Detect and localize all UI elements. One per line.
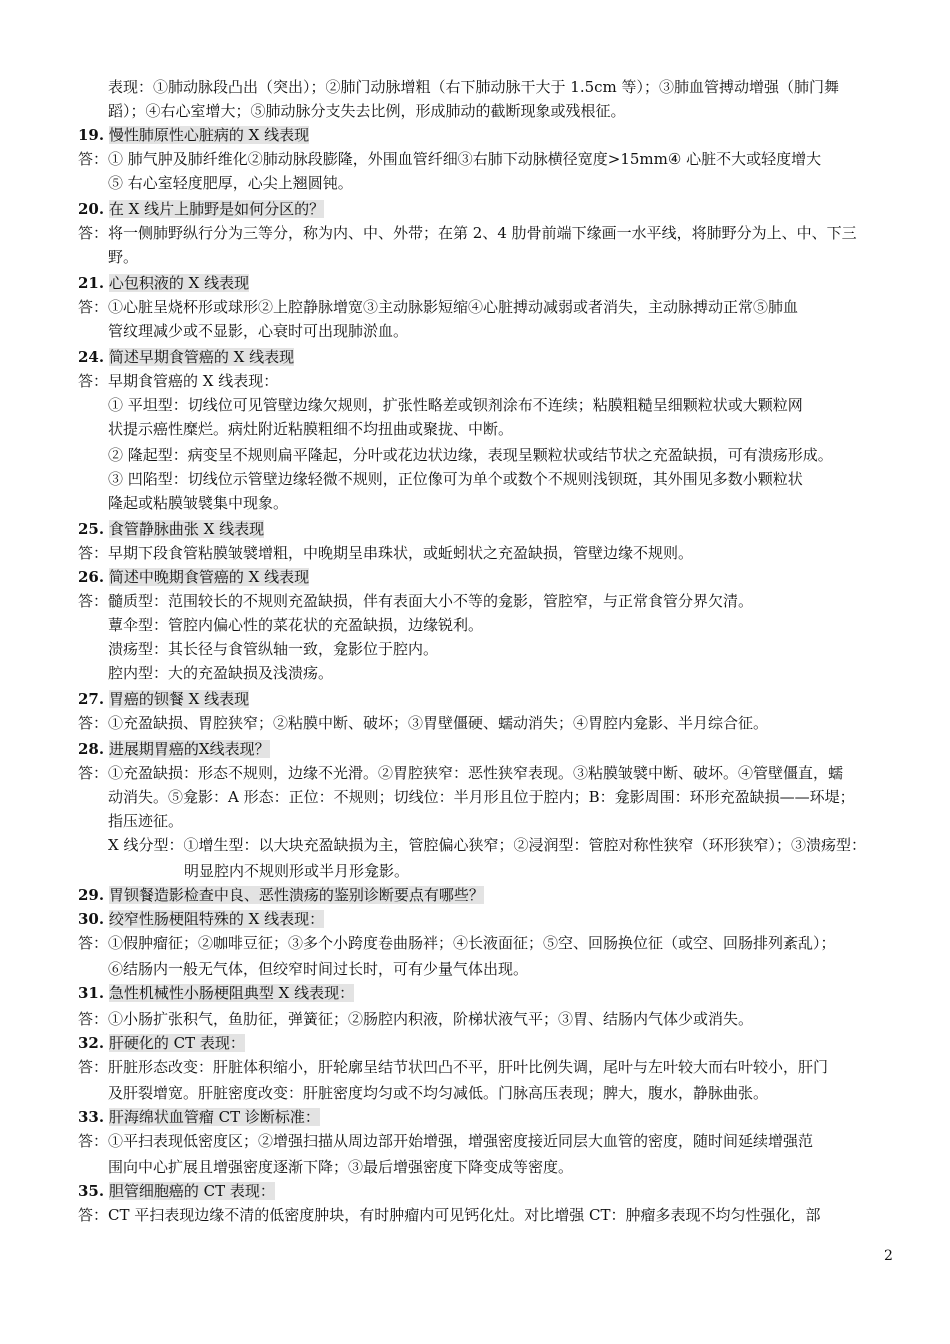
text-line: 答：CT 平扫表现边缘不清的低密度肿块，有时肿瘤内可见钙化灶。对比增强 CT：肿瘤多表现不均匀性强化，部 [78,1206,821,1224]
question-heading [78,198,324,220]
question-title: 进展期胃癌的X线表现？ [108,740,270,758]
text-line: 答：①假肿瘤征；②咖啡豆征；③多个小跨度卷曲肠袢；④长液面征；⑤空、回肠换位征（或空、回肠排列紊乱）； [78,934,836,952]
question-heading [78,982,354,1004]
question-title: 胃钡餐造影检查中良、恶性溃疡的鉴别诊断要点有哪些？ [108,886,484,904]
question-title: 肝硬化的 CT 表现： [108,1034,245,1052]
question-number: 24. [78,348,105,366]
text-line: 答：早期食管癌的 X 线表现： [78,372,279,390]
question-number: 28. [78,740,105,758]
question-heading [78,1180,275,1202]
text-line: 答：① 肺气肿及肺纤维化②肺动脉段膨隆，外围血管纤细③右肺下动脉横径宽度>15mm④ 心脏不大或轻度增大 [78,150,822,168]
question-heading [78,738,270,760]
question-heading [78,884,484,906]
question-heading [78,346,294,368]
question-number: 19. [78,126,105,144]
question-number: 20. [78,200,105,218]
question-title: 慢性肺原性心脏病的 X 线表现 [108,126,310,144]
question-title: 肝海绵状血管瘤 CT 诊断标准： [108,1108,320,1126]
text-line: 答：①充盈缺损：形态不规则，边缘不光滑。②胃腔狭窄：恶性狭窄表现。③粘膜皱襞中断、破坏。④管壁僵直，蠕 [78,764,844,782]
question-heading [78,688,249,710]
question-heading [78,124,309,146]
question-title: 在 X 线片上肺野是如何分区的？ [108,200,325,218]
text-line: 表现：①肺动脉段凸出（突出）；②肺门动脉增粗（右下肺动脉干大于 1.5cm 等）；③肺血管搏动增强（肺门舞 [108,78,840,96]
text-line: 答：①平扫表现低密度区；②增强扫描从周边部开始增强，增强密度接近同层大血管的密度，随时间延续增强范 [78,1132,814,1150]
question-number: 35. [78,1182,105,1200]
text-line: 答：髓质型：范围较长的不规则充盈缺损，伴有表面大小不等的龛影，管腔窄，与正常食管分界欠清。 [78,592,754,610]
text-line: ① 平坦型：切线位可见管壁边缘欠规则，扩张性略差或钡剂涂布不连续；粘膜粗糙呈细颗粒状或大颗粒网 [108,396,803,414]
question-number: 33. [78,1108,105,1126]
question-title: 简述早期食管癌的 X 线表现 [108,348,295,366]
text-line: 答：肝脏形态改变：肝脏体积缩小，肝轮廓呈结节状凹凸不平，肝叶比例失调，尾叶与左叶较大而右叶较小，肝门 [78,1058,829,1076]
text-line: ② 隆起型：病变呈不规则扁平隆起，分叶或花边状边缘，表现呈颗粒状或结节状之充盈缺损，可有溃疡形成。 [108,446,833,464]
question-title: 急性机械性小肠梗阻典型 X 线表现： [108,984,355,1002]
text-line: 动消失。⑤龛影：A 形态：正位：不规则；切线位：半月形且位于腔内；B：龛影周围：环形充盈缺损——环堤； [108,788,855,806]
question-heading [78,566,309,588]
question-number: 31. [78,984,105,1002]
question-heading [78,272,249,294]
question-heading [78,908,324,930]
text-line: ⑥结肠内一般无气体，但绞窄时间过长时，可有少量气体出现。 [108,960,529,978]
question-number: 21. [78,274,105,292]
question-number: 27. [78,690,105,708]
page-number: 2 [884,1248,893,1264]
question-title: 胃癌的钡餐 X 线表现 [108,690,250,708]
text-line: 隆起或粘膜皱襞集中现象。 [108,494,289,512]
text-line: 蹈）；④右心室增大；⑤肺动脉分支失去比例，形成肺动的截断现象或残根征。 [108,102,626,120]
question-number: 25. [78,520,105,538]
text-line: 指压迹征。 [108,812,184,830]
text-line: ③ 凹陷型：切线位示管壁边缘轻微不规则，正位像可为单个或数个不规则浅钡斑，其外围见多数小颗粒状 [108,470,803,488]
text-line: 及肝裂增宽。肝脏密度改变：肝脏密度均匀或不均匀减低。门脉高压表现；脾大，腹水，静脉曲张。 [108,1084,769,1102]
question-number: 29. [78,886,105,904]
text-line: 答：①心脏呈烧杯形或球形②上腔静脉增宽③主动脉影短缩④心脏搏动减弱或者消失，主动脉搏动正常⑤肺血 [78,298,799,316]
question-title: 简述中晚期食管癌的 X 线表现 [108,568,310,586]
question-number: 26. [78,568,105,586]
text-line: 野。 [108,248,139,266]
question-heading [78,1032,245,1054]
text-line: 蕈伞型：管腔内偏心性的菜花状的充盈缺损，边缘锐利。 [108,616,484,634]
text-line: 答：将一侧肺野纵行分为三等分，称为内、中、外带；在第 2、4 肋骨前端下缘画一水平线，将肺野分为上、中、下三 [78,224,857,242]
text-line: 腔内型：大的充盈缺损及浅溃疡。 [108,664,334,682]
question-heading [78,518,264,540]
text-line: X 线分型：①增生型：以大块充盈缺损为主，管腔偏心狭窄；②浸润型：管腔对称性狭窄（环形狭窄）；③溃疡型： [108,836,866,854]
text-line: 状提示癌性糜烂。病灶附近粘膜粗细不均扭曲或聚拢、中断。 [108,420,514,438]
text-line: 答：①小肠扩张积气，鱼肋征，弹簧征；②肠腔内积液，阶梯状液气平；③胃、结肠内气体少或消失。 [78,1010,754,1028]
question-title: 胆管细胞癌的 CT 表现： [108,1182,275,1200]
question-title: 绞窄性肠梗阻特殊的 X 线表现： [108,910,325,928]
question-title: 食管静脉曲张 X 线表现 [108,520,265,538]
question-number: 30. [78,910,105,928]
text-line: ⑤ 右心室轻度肥厚，心尖上翘圆钝。 [108,174,353,192]
text-line: 溃疡型：其长径与食管纵轴一致，龛影位于腔内。 [108,640,439,658]
text-line: 围向中心扩展且增强密度逐渐下降；③最后增强密度下降变成等密度。 [108,1158,574,1176]
question-title: 心包积液的 X 线表现 [108,274,250,292]
text-line: 答：早期下段食管粘膜皱襞增粗，中晚期呈串珠状，或蚯蚓状之充盈缺损，管壁边缘不规则。 [78,544,694,562]
question-heading [78,1106,320,1128]
text-line: 答：①充盈缺损、胃腔狭窄；②粘膜中断、破坏；③胃壁僵硬、蠕动消失；④胃腔内龛影、半月综合征。 [78,714,769,732]
text-line: 管纹理减少或不显影，心衰时可出现肺淤血。 [108,322,409,340]
text-line: 明显腔内不规则形或半月形龛影。 [184,862,410,880]
question-number: 32. [78,1034,105,1052]
